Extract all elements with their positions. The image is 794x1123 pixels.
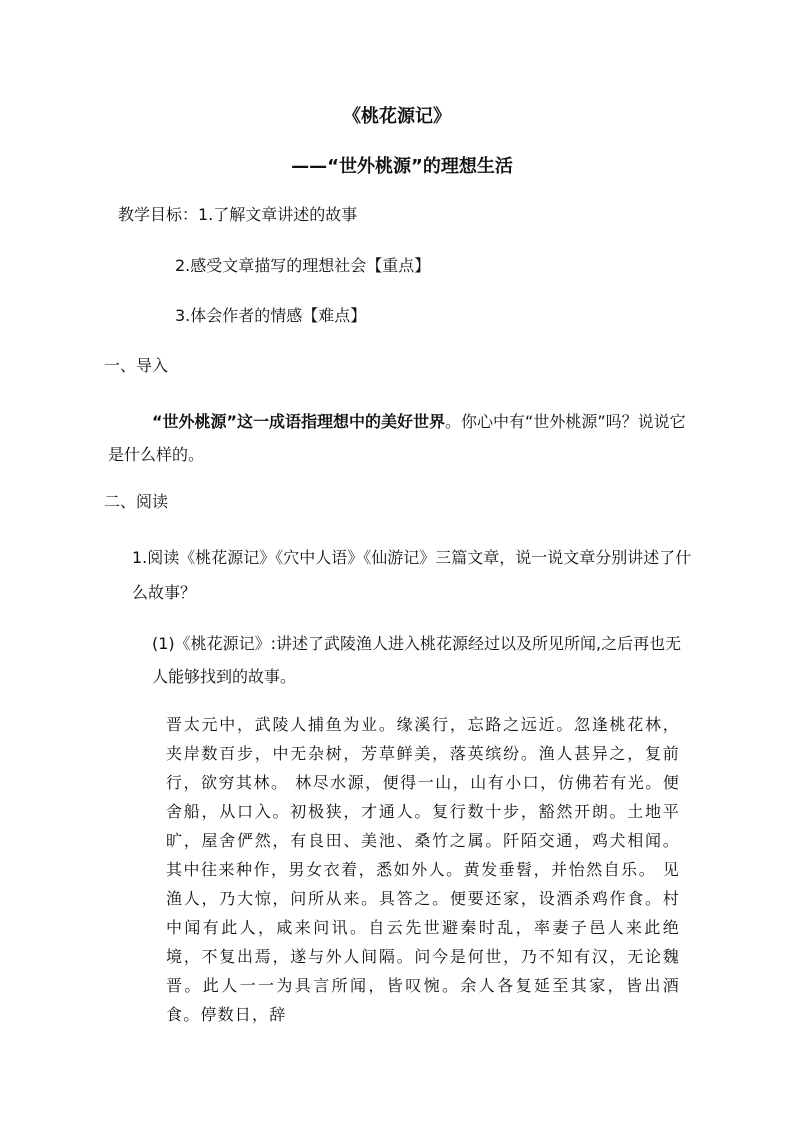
section-heading-reading: 二、阅读 xyxy=(104,492,169,511)
document-subtitle: ——“世外桃源”的理想生活 xyxy=(291,156,513,177)
intro-bold-text: “世外桃源”这一成语指理想中的美好世界 xyxy=(152,412,446,431)
teaching-goal-1: 教学目标：1.了解文章讲述的故事 xyxy=(118,205,358,224)
reading-item-1: (1)《桃花源记》:讲述了武陵渔人进入桃花源经过以及所见所闻,之后再也无人能够找到的故事。 xyxy=(152,634,682,686)
intro-rest-text: 。你心中有“世外桃源”吗？说说它是什么样的。 xyxy=(108,412,686,464)
document-title: 《桃花源记》 xyxy=(343,106,451,127)
teaching-goal-2: 2.感受文章描写的理想社会【重点】 xyxy=(175,256,431,275)
teaching-goal-3: 3.体会作者的情感【难点】 xyxy=(175,306,367,325)
intro-paragraph xyxy=(108,405,690,471)
section-heading-intro: 一、导入 xyxy=(104,356,169,375)
passage-text: 晋太元中，武陵人捕鱼为业。缘溪行，忘路之远近。忽逢桃花林，夹岸数百步，中无杂树，芳草鲜美，落英缤纷。渔人甚异之，复前行，欲穷其林。 林尽水源，便得一山，山有小口，仿佛若有光。便舍船，从口入。初极狭，才通人。复行数十步，豁然开朗。土地平旷，屋舍俨然，有良田、美池、桑竹之属。阡陌交通，鸡犬相闻。其中往来种作，男女衣着，悉如外人。黄发垂髫，并怡然自乐。 见渔人，乃大惊，问所从来。具答之。便要还家，设酒杀鸡作食。村中闻有此人，咸来问讯。自云先世避秦时乱，率妻子邑人来此绝境，不复出焉，遂与外人间隔。问今是何世，乃不知有汉，无论魏晋。此人一一为具言所闻，皆叹惋。余人各复延至其家，皆出酒食。停数日，辞 xyxy=(166,715,680,1024)
reading-question-1: 1.阅读《桃花源记》《穴中人语》《仙游记》三篇文章，说一说文章分别讲述了什么故事？ xyxy=(132,548,692,602)
